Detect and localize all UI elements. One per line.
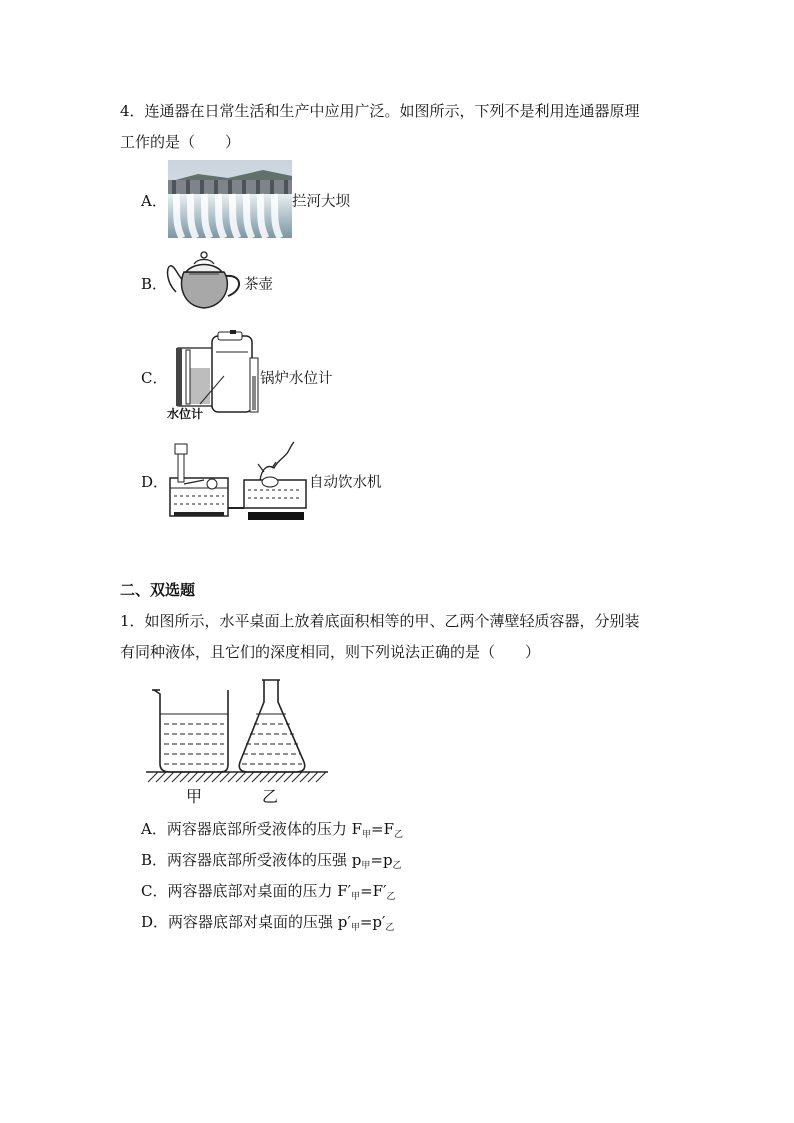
option-c-caption: 锅炉水位计 [260, 371, 333, 387]
answer-option-a-letter: A． [141, 820, 167, 838]
automatic-water-dispenser-illustration [164, 434, 308, 524]
answer-option-a-sub2: 乙 [394, 830, 404, 840]
option-a-caption: 拦河大坝 [292, 194, 350, 210]
answer-option-b-text: 两容器底部所受液体的压强 p [167, 851, 362, 869]
answer-option-c-text: 两容器底部对桌面的压力 F′ [167, 882, 352, 900]
option-d-caption: 自动饮水机 [309, 475, 382, 491]
answer-option-d-text: 两容器底部对桌面的压强 p′ [168, 913, 351, 931]
option-a-letter: A． [141, 192, 167, 210]
question-1-line-2: 有同种液体，且它们的深度相同，则下列说法正确的是（ ） [120, 643, 541, 661]
question-4-line-2: 工作的是（ ） [120, 133, 241, 151]
option-d-letter: D． [141, 473, 169, 491]
answer-option-c-mid: =F′ [360, 882, 387, 900]
answer-option-d-mid: =p′ [359, 913, 386, 931]
answer-option-a-mid: =F [371, 820, 395, 838]
answer-option-a-sub1: 甲 [362, 830, 372, 840]
containers-figure [144, 676, 330, 786]
answer-option-d-letter: D． [141, 913, 169, 931]
answer-option-b-sub1: 甲 [361, 861, 371, 871]
answer-option-a-text: 两容器底部所受液体的压力 F [166, 820, 363, 838]
question-4-line-1: 4．连通器在日常生活和生产中应用广泛。如图所示，下列不是利用连通器原理 [120, 102, 640, 120]
option-b-caption: 茶壶 [244, 277, 273, 293]
teapot-illustration [164, 248, 246, 312]
answer-option-d-sub1: 甲 [350, 923, 360, 933]
option-c-letter: C． [141, 369, 168, 387]
option-b-letter: B． [141, 275, 168, 293]
answer-option-d [141, 907, 394, 943]
question-1-line-1: 1．如图所示，水平桌面上放着底面积相等的甲、乙两个薄壁轻质容器，分别装 [120, 612, 640, 630]
answer-option-c-sub2: 乙 [386, 892, 396, 902]
answer-option-b-mid: =p [370, 851, 393, 869]
answer-option-c-sub1: 甲 [351, 892, 361, 902]
dam-photo [168, 160, 292, 238]
water-gauge-label: 水位计 [167, 407, 204, 421]
section-2-heading: 二、双选题 [120, 581, 196, 599]
answer-option-b-sub2: 乙 [392, 861, 402, 871]
answer-option-b-letter: B． [141, 851, 168, 869]
container-jia-label: 甲 [186, 787, 203, 806]
container-yi-label: 乙 [262, 787, 279, 806]
answer-option-d-sub2: 乙 [385, 923, 395, 933]
answer-option-c-letter: C． [141, 882, 168, 900]
